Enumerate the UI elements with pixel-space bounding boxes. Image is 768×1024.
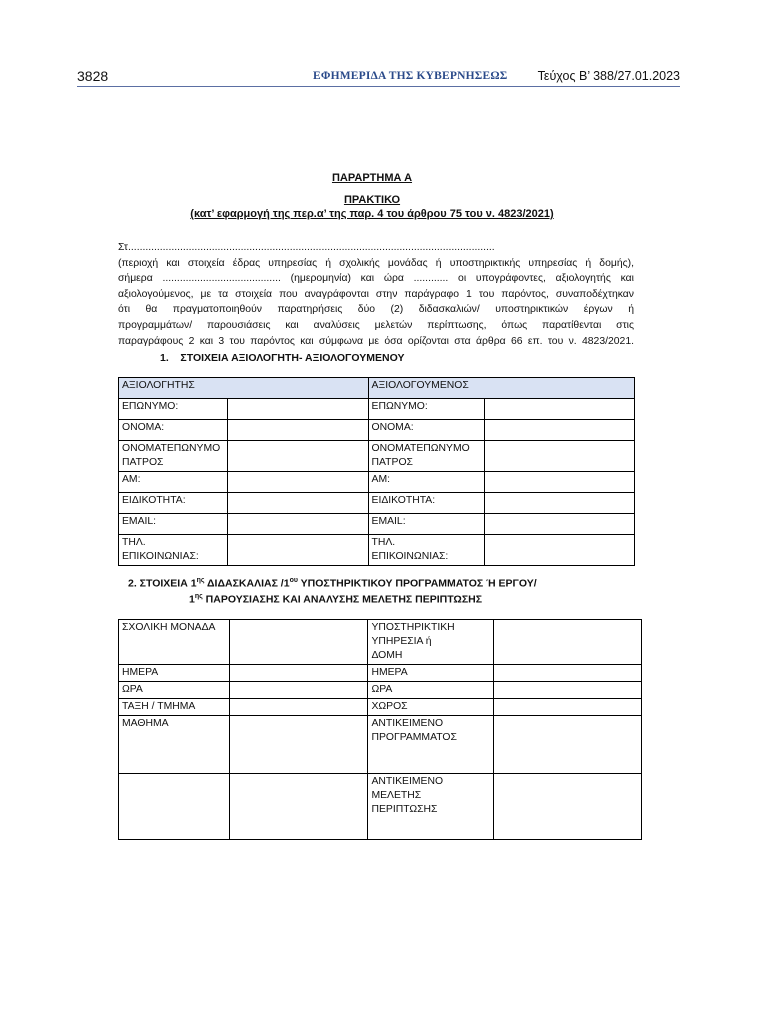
label-specialty: ΕΙΔΙΚΟΤΗΤΑ: <box>368 493 485 514</box>
evaluator-name-field[interactable] <box>227 420 368 441</box>
evaluatee-name-field[interactable] <box>485 420 635 441</box>
label-surname: ΕΠΩΝΥΜΟ: <box>119 399 228 420</box>
evaluator-registry-field[interactable] <box>227 472 368 493</box>
label-case-study-subject: ΑΝΤΙΚΕΙΜΕΝΟ ΜΕΛΕΤΗΣ ΠΕΡΙΠΤΩΣΗΣ <box>368 774 494 840</box>
intro-line: (περιοχή και στοιχεία έδρας υπηρεσίας ή σχολικής μονάδας ή υποστηρικτικής υπηρεσίας ή δομής), <box>118 257 634 269</box>
support-hour-field[interactable] <box>494 682 642 699</box>
intro-line: παραγράφους 2 και 3 του παρόντος και σύμφωνα με όσα ορίζονται στα άρθρα 66 επ. του ν. 4823/2021. <box>118 335 634 347</box>
intro-line: αξιολογούμενος, με τα στοιχεία που αναγράφονται στην παράγραφο 1 του παρόντος, συναποδέχτηκαν <box>118 288 634 300</box>
label-class-section: ΤΑΞΗ / ΤΜΗΜΑ <box>119 699 230 716</box>
lesson-field[interactable] <box>229 716 368 774</box>
empty-cell[interactable] <box>119 774 230 840</box>
label-phone: ΤΗΛ. ΕΠΙΚΟΙΝΩΝΙΑΣ: <box>368 535 485 566</box>
label-name: ΟΝΟΜΑ: <box>368 420 485 441</box>
evaluatee-registry-field[interactable] <box>485 472 635 493</box>
support-service-field[interactable] <box>494 620 642 665</box>
label-name: ΟΝΟΜΑ: <box>119 420 228 441</box>
intro-line: ότι θα πραγματοποιηθούν παρατηρήσεις δύο (2) διδασκαλιών/ υποστηρικτικών έργων ή <box>118 304 634 316</box>
label-school-unit: ΣΧΟΛΙΚΗ ΜΟΝΑΔΑ <box>119 620 230 665</box>
label-hour: ΩΡΑ <box>119 682 230 699</box>
evaluatee-phone-field[interactable] <box>485 535 635 566</box>
page-number: 3828 <box>77 68 109 84</box>
evaluatee-surname-field[interactable] <box>485 399 635 420</box>
minutes-title: ΠΡΑΚΤΙΚΟ <box>343 194 401 206</box>
first-observation-table <box>118 619 642 840</box>
evaluator-email-field[interactable] <box>227 514 368 535</box>
label-hour: ΩΡΑ <box>368 682 494 699</box>
day-field[interactable] <box>229 665 368 682</box>
header-rule <box>77 86 680 87</box>
label-phone: ΤΗΛ. ΕΠΙΚΟΙΝΩΝΙΑΣ: <box>119 535 228 566</box>
evaluatee-header: ΑΞΙΟΛΟΓΟΥΜΕΝΟΣ <box>368 378 634 399</box>
evaluator-table <box>118 377 635 566</box>
evaluatee-specialty-field[interactable] <box>485 493 635 514</box>
case-study-subject-field[interactable] <box>494 774 642 840</box>
section2-heading-line2: $1^{\eta\varsigma}$ ΠΑΡΟΥΣΙΑΣΗΣ ΚΑΙ ΑΝΑΛΥΣΗΣ ΜΕΛΕΤΗΣ ΠΕΡΙΠΤΩΣΗΣ <box>189 593 483 606</box>
section1-heading: 1. ΣΤΟΙΧΕΙΑ ΑΞΙΟΛΟΓΗΤΗ- ΑΞΙΟΛΟΓΟΥΜΕΝΟΥ <box>160 352 405 364</box>
evaluator-phone-field[interactable] <box>227 535 368 566</box>
label-registry-number: ΑΜ: <box>368 472 485 493</box>
label-registry-number: ΑΜ: <box>119 472 228 493</box>
page-header <box>77 68 680 88</box>
minutes-subtitle: (κατ’ εφαρμογή της περ.α’ της παρ. 4 του άρθρου 75 του ν. 4823/2021) <box>190 208 554 220</box>
label-email: EMAIL: <box>119 514 228 535</box>
label-father-name: ΟΝΟΜΑΤΕΠΩΝΥΜΟ ΠΑΤΡΟΣ <box>119 441 228 472</box>
label-place: ΧΩΡΟΣ <box>368 699 494 716</box>
hour-field[interactable] <box>229 682 368 699</box>
evaluator-surname-field[interactable] <box>227 399 368 420</box>
evaluator-father-name-field[interactable] <box>227 441 368 472</box>
support-day-field[interactable] <box>494 665 642 682</box>
annex-title: ΠΑΡΑΡΤΗΜΑ Α <box>331 172 413 184</box>
label-surname: ΕΠΩΝΥΜΟ: <box>368 399 485 420</box>
place-field[interactable] <box>494 699 642 716</box>
intro-line: σήμερα ......................................... (ημερομηνία) και ώρα ............ οι υπογράφοντες, αξιολογητής και <box>118 273 634 285</box>
gazette-title: ΕΦΗΜΕΡΙΔΑ ΤΗΣ ΚΥΒΕΡΝΗΣΕΩΣ <box>313 70 508 82</box>
intro-line: Στ............................................................................................................................... <box>118 242 495 253</box>
evaluator-specialty-field[interactable] <box>227 493 368 514</box>
evaluatee-email-field[interactable] <box>485 514 635 535</box>
class-section-field[interactable] <box>229 699 368 716</box>
label-support-service: ΥΠΟΣΤΗΡΙΚΤΙΚΗ ΥΠΗΡΕΣΙΑ ή ΔΟΜΗ <box>368 620 494 665</box>
label-lesson: ΜΑΘΗΜΑ <box>119 716 230 774</box>
evaluatee-father-name-field[interactable] <box>485 441 635 472</box>
intro-paragraph <box>118 240 634 349</box>
label-email: EMAIL: <box>368 514 485 535</box>
label-father-name: ΟΝΟΜΑΤΕΠΩΝΥΜΟ ΠΑΤΡΟΣ <box>368 441 485 472</box>
label-day: ΗΜΕΡΑ <box>119 665 230 682</box>
label-specialty: ΕΙΔΙΚΟΤΗΤΑ: <box>119 493 228 514</box>
label-program-subject: ΑΝΤΙΚΕΙΜΕΝΟ ΠΡΟΓΡΑΜΜΑΤΟΣ <box>368 716 494 774</box>
intro-line: προγραμμάτων/ παρουσιάσεις και αναλύσεις μελετών περίπτωσης, όπως παρατίθενται στις <box>118 319 634 331</box>
program-subject-field[interactable] <box>494 716 642 774</box>
school-unit-field[interactable] <box>229 620 368 665</box>
label-day: ΗΜΕΡΑ <box>368 665 494 682</box>
section2-heading-line1: 2. ΣΤΟΙΧΕΙΑ $1^{\eta\varsigma}$ ΔΙΔΑΣΚΑΛΙΑΣ $/1^{o\upsilon}$ ΥΠΟΣΤΗΡΙΚΤΙΚΟΥ ΠΡΟΓΡΑΜΜΑΤΟΣ Ή ΕΡΓΟΥ/ <box>128 577 537 590</box>
issue-info: Τεύχος Β’ 388/27.01.2023 <box>537 69 680 83</box>
evaluator-header: ΑΞΙΟΛΟΓΗΤΗΣ <box>119 378 369 399</box>
empty-cell[interactable] <box>229 774 368 840</box>
